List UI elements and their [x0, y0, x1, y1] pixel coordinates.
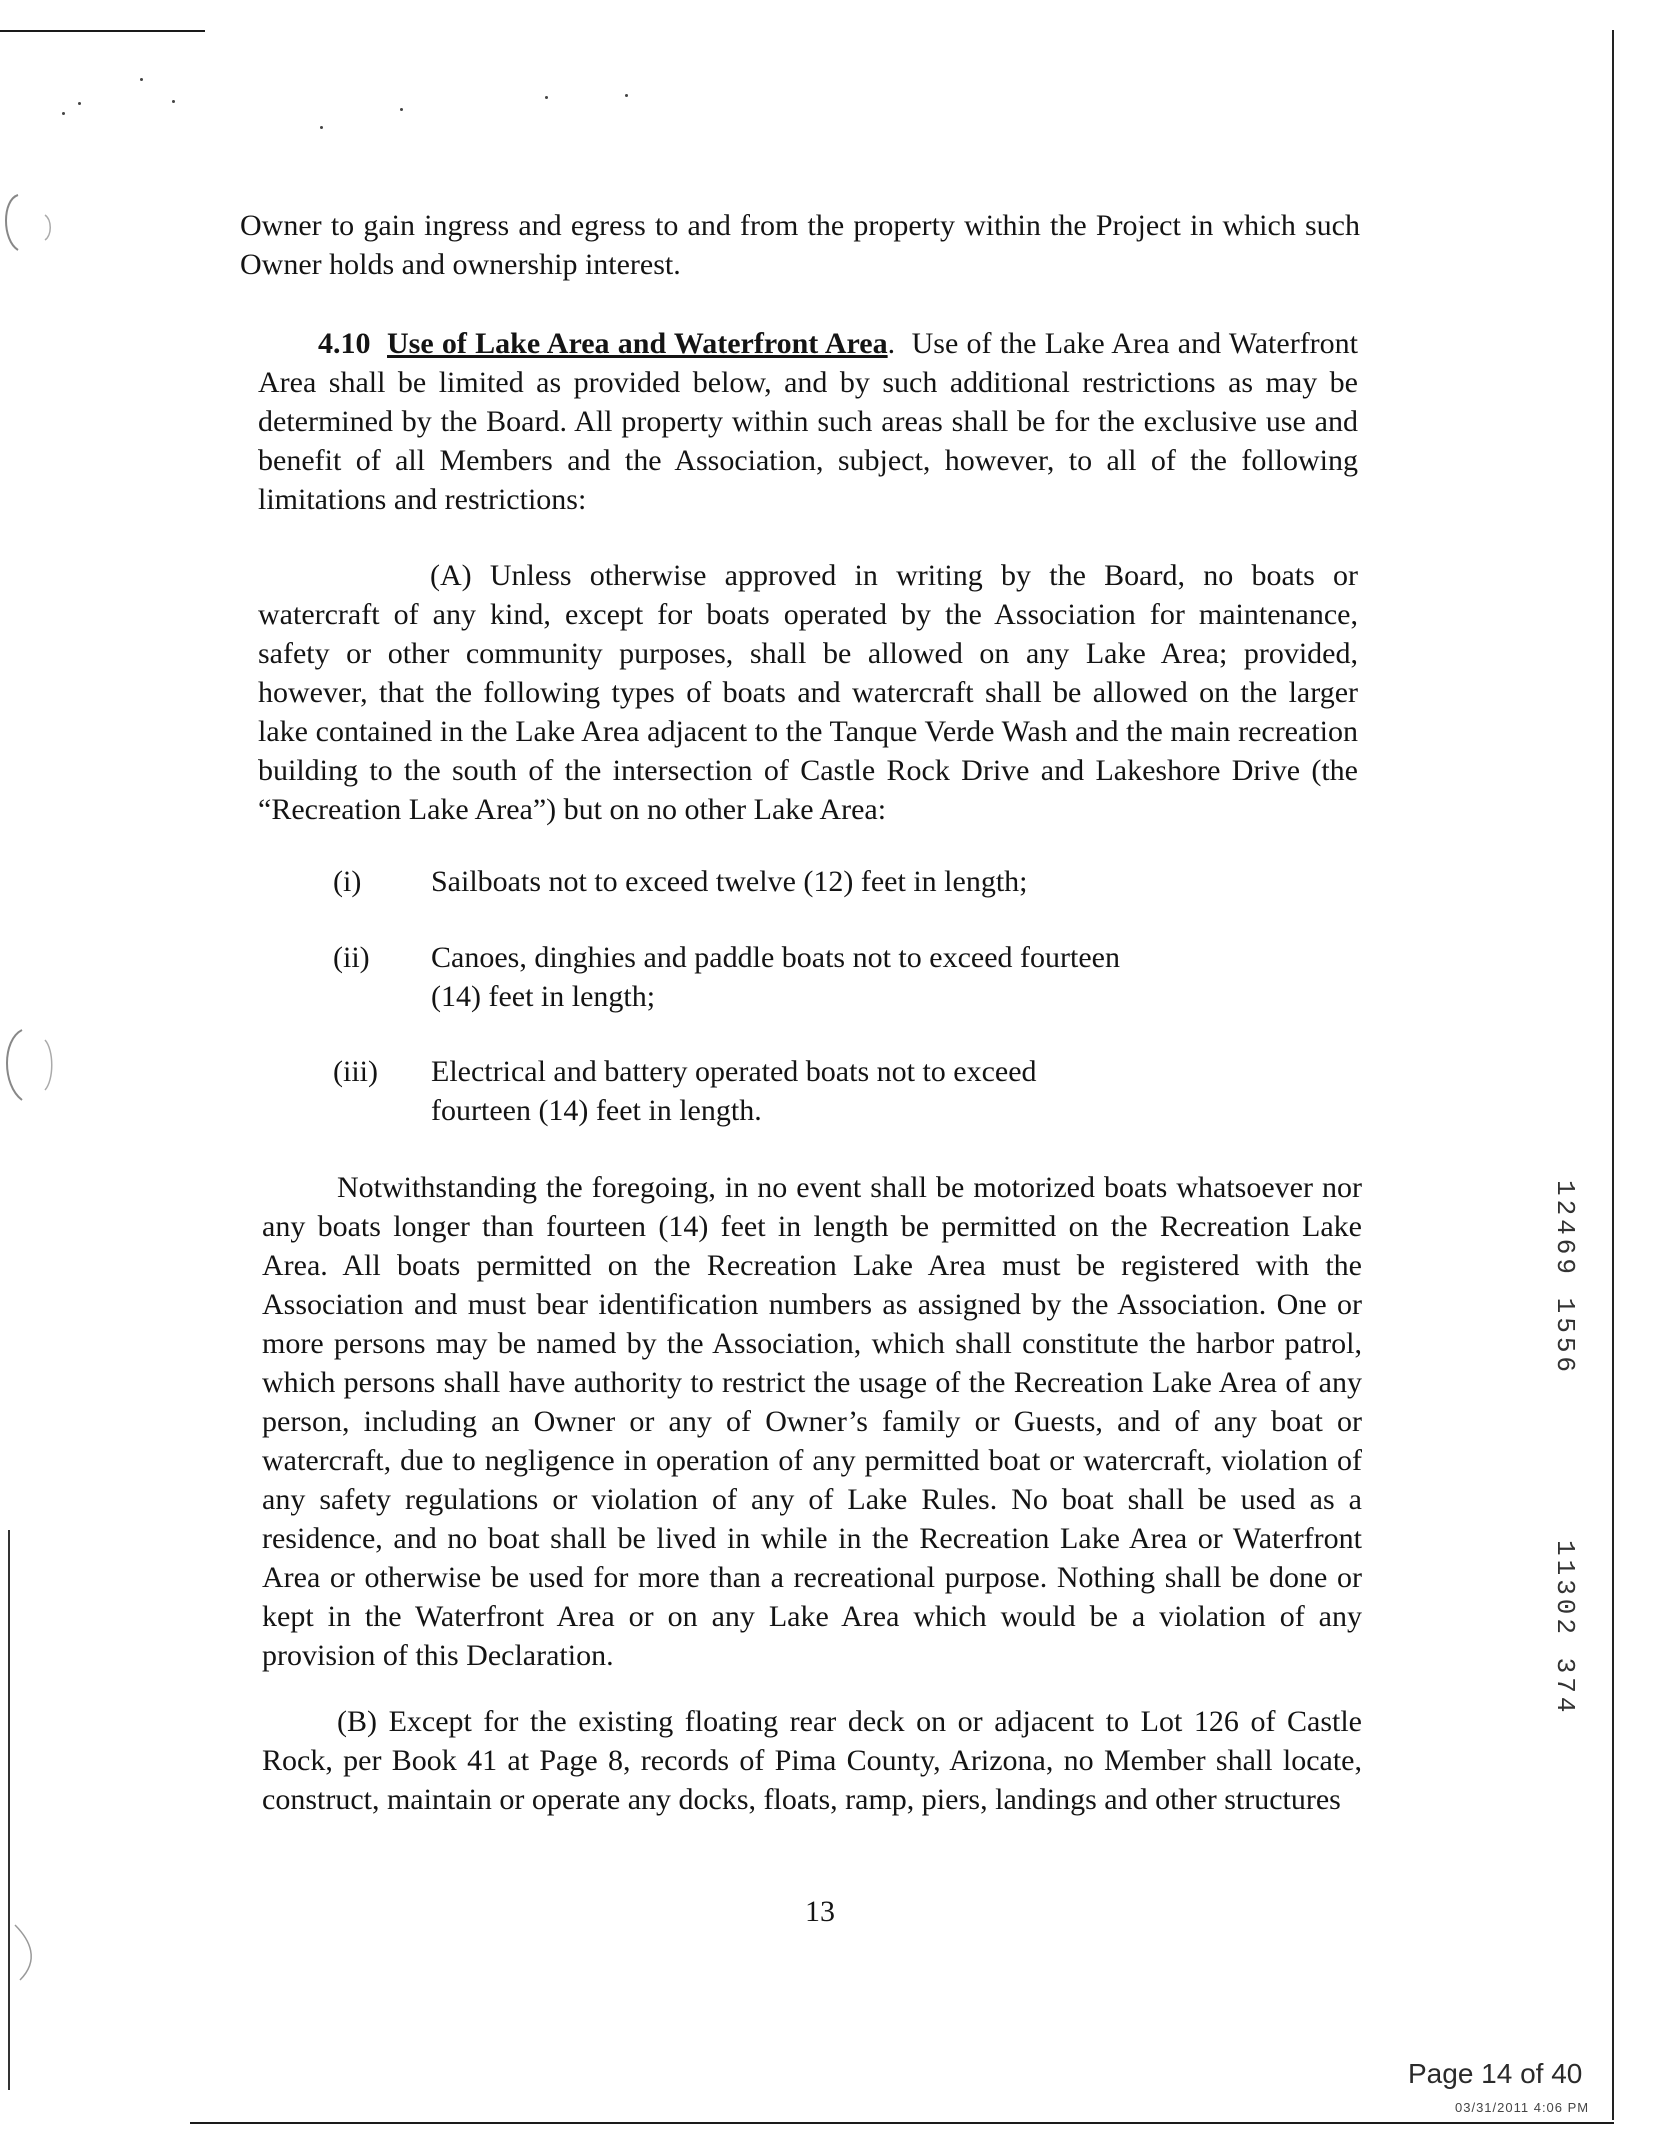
- list-item-number: (i): [333, 865, 362, 898]
- footer-timestamp: 03/31/2011 4:06 PM: [1455, 2100, 1590, 2115]
- list-item-text: Sailboats not to exceed twelve (12) feet in length;: [431, 865, 1028, 898]
- section-title-period: .: [887, 327, 896, 360]
- list-item-text: Electrical and battery operated boats not to exceed fourteen (14) feet in length.: [431, 1055, 1037, 1127]
- list-item-text: Canoes, dinghies and paddle boats not to exceed fourteen (14) feet in length;: [431, 941, 1120, 1013]
- scan-speck: [172, 100, 175, 103]
- section-4-10: [258, 324, 1358, 519]
- scan-speck: [545, 96, 548, 99]
- list-item-number: (iii): [333, 1055, 378, 1088]
- paragraph-a-text: (A) Unless otherwise approved in writing by the Board, no boats or watercraft of any kind, except for boats operated by the Association for maintenance, safety or other community purposes, shall be allowed on any Lake Area; provided, however, that the following types of boats and watercraft shall be allowed on the larger lake contained in the Lake Area adjacent to the Tanque Verde Wash and the main recreation building to the south of the intersection of Castle Rock Drive and Lakeshore Drive (the “Recreation Lake Area”) but on no other Lake Area:: [258, 559, 1358, 826]
- intro-text: Owner to gain ingress and egress to and from the property within the Project in which such Owner holds and ownership interest.: [240, 209, 1360, 281]
- scan-speck: [400, 108, 403, 111]
- intro-paragraph: [240, 206, 1360, 284]
- paragraph-a: [258, 556, 1358, 829]
- top-left-rule: [0, 30, 205, 32]
- right-margin-rule: [1612, 30, 1614, 2120]
- footer-page-label: Page 14 of 40: [1408, 2058, 1583, 2089]
- scan-speck: [625, 94, 628, 97]
- binder-hole-marks: [0, 180, 60, 2030]
- paragraph-b-text: (B) Except for the existing floating rear deck on or adjacent to Lot 126 of Castle Rock, per Book 41 at Page 8, records of Pima County, Arizona, no Member shall locate, construct, maintain or operate any docks, floats, ramp, piers, landings and other structures: [262, 1705, 1362, 1816]
- page-number: 13: [805, 1895, 835, 1928]
- paragraph-notwithstanding: [262, 1168, 1362, 1675]
- paragraph-notwithstanding-text: Notwithstanding the foregoing, in no event shall be motorized boats whatsoever nor any boats longer than fourteen (14) feet in length be permitted on the Recreation Lake Area. All boats permitted on the Recreation Lake Area must be registered with the Association and must bear identification numbers as assigned by the Association. One or more persons may be named by the Association, which shall constitute the harbor patrol, which persons shall have authority to restrict the usage of the Recreation Lake Area of any person, including an Owner or any of Owner’s family or Guests, and of any boat or watercraft, due to negligence in operation of any permitted boat or watercraft, violation of any safety regulations or violation of any of Lake Rules. No boat shall be used as a residence, and no boat shall be lived in while in the Recreation Lake Area or Waterfront Area or otherwise be used for more than a recreational purpose. Nothing shall be done or kept in the Waterfront Area or on any Lake Area which would be a violation of any provision of this Declaration.: [262, 1171, 1362, 1672]
- paragraph-b: [262, 1702, 1362, 1819]
- section-title: Use of Lake Area and Waterfront Area: [387, 327, 888, 360]
- book-page-stamp: 11302 374: [1550, 1540, 1580, 1717]
- list-item-number: (ii): [333, 941, 370, 974]
- section-text: Use of the Lake Area and Waterfront Area shall be limited as provided below, and by such additional restrictions as may be determined by the Board. All property within such areas shall be for the exclusive use and benefit of all Members and the Association, subject, however, to all of the following limitations and restrictions:: [258, 327, 1359, 516]
- scan-speck: [62, 112, 65, 115]
- docket-stamp: 12469 1556: [1550, 1180, 1580, 1377]
- bottom-rule: [190, 2122, 1614, 2124]
- section-number: 4.10: [318, 327, 371, 360]
- scan-speck: [78, 102, 81, 105]
- scan-speck: [140, 78, 143, 81]
- scan-speck: [320, 126, 323, 129]
